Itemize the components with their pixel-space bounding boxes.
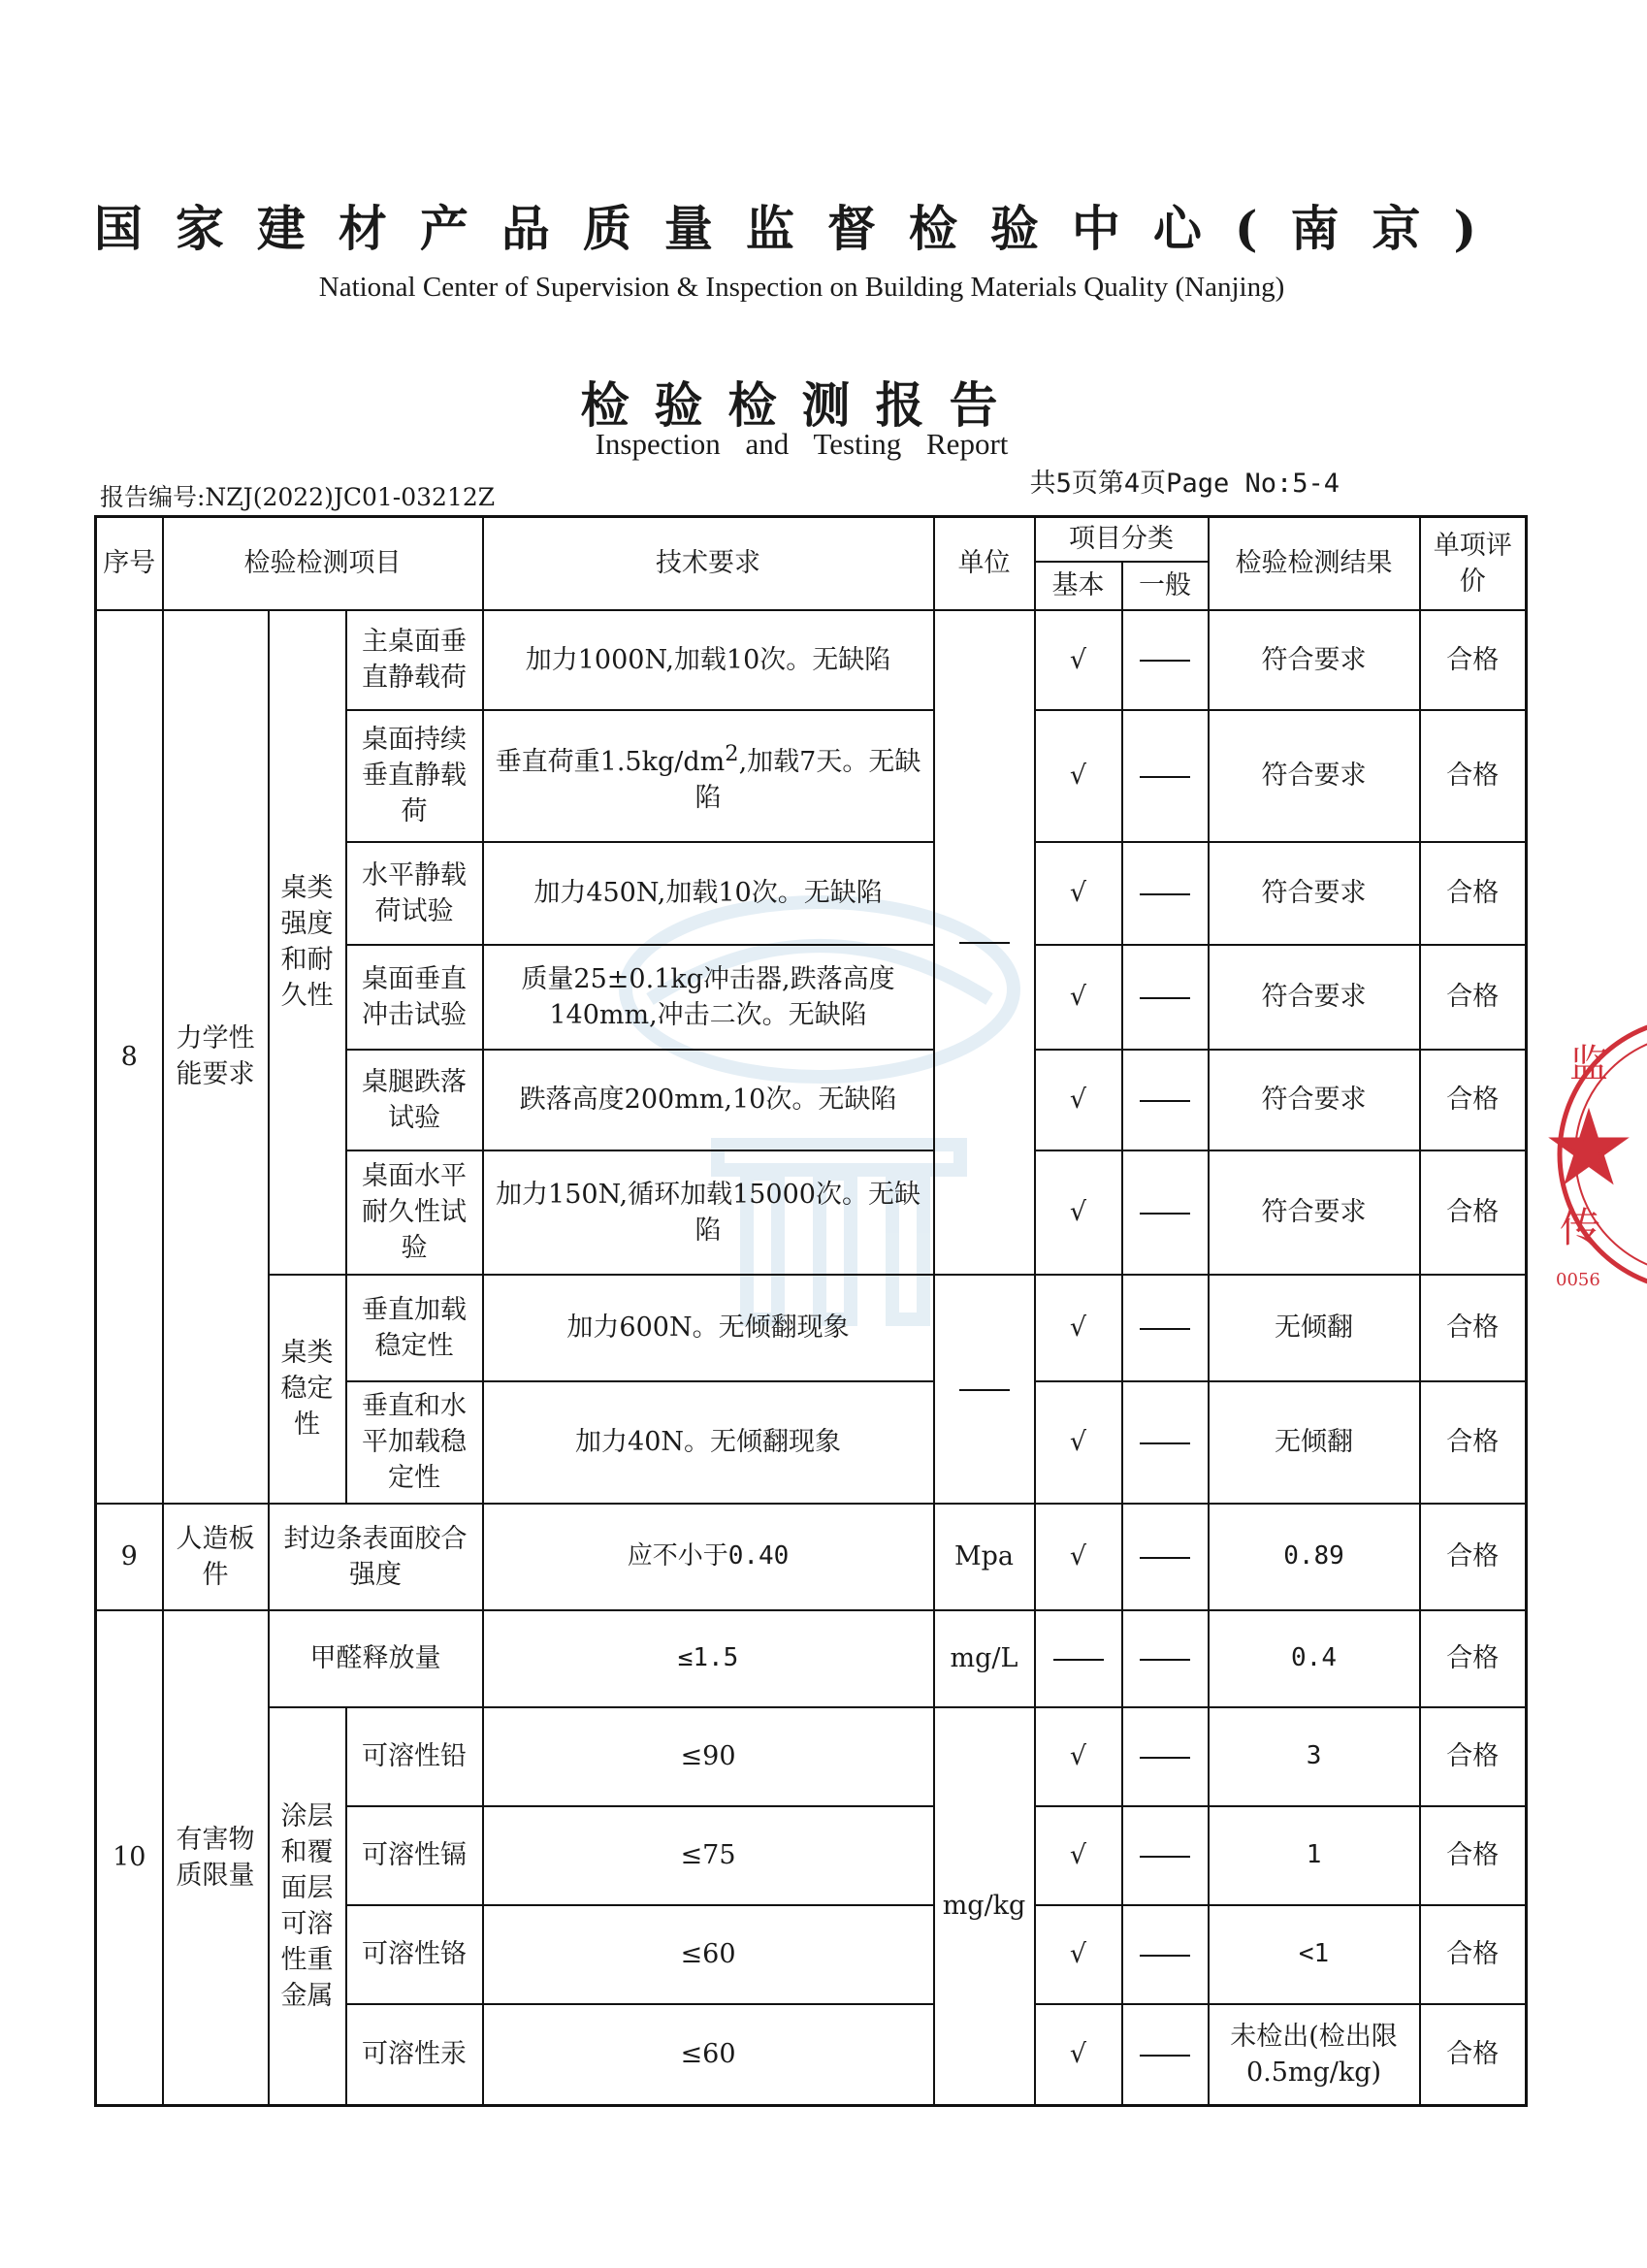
result-cell: 0.89 <box>1209 1504 1420 1610</box>
unit-cell-empty <box>934 610 1035 1275</box>
requirement-cell: ≤90 <box>483 1707 934 1806</box>
result-cell: 无倾翻 <box>1209 1275 1420 1381</box>
report-title-en: Inspection and Testing Report <box>595 427 1009 461</box>
requirement-cell: 质量25±0.1kg冲击器,跌落高度140mm,冲击二次。无缺陷 <box>483 945 934 1050</box>
result-cell: 符合要求 <box>1209 710 1420 842</box>
table-row <box>96 1707 1527 1806</box>
general-cell <box>1122 1050 1209 1150</box>
evaluation-cell: 合格 <box>1420 610 1527 710</box>
table-row <box>96 610 1527 710</box>
table-row <box>96 1610 1527 1707</box>
evaluation-cell: 合格 <box>1420 2004 1527 2106</box>
general-cell <box>1122 2004 1209 2106</box>
dash-icon <box>1140 776 1190 778</box>
subgroup-cell: 涂层和覆面层可溶性重金属 <box>269 1707 346 2106</box>
item-cell: 垂直加载稳定性 <box>346 1275 483 1381</box>
item-cell: 甲醛释放量 <box>269 1610 483 1707</box>
requirement-cell: 加力450N,加载10次。无缺陷 <box>483 842 934 945</box>
evaluation-cell: 合格 <box>1420 1504 1527 1610</box>
requirement-cell: 加力40N。无倾翻现象 <box>483 1381 934 1504</box>
header-general: 一般 <box>1122 562 1209 610</box>
result-cell: <1 <box>1209 1905 1420 2004</box>
dash-icon <box>1140 1955 1190 1957</box>
basic-cell: √ <box>1035 2004 1122 2106</box>
dash-icon <box>1140 1213 1190 1215</box>
general-cell <box>1122 1275 1209 1381</box>
result-cell: 符合要求 <box>1209 945 1420 1050</box>
requirement-text-tail: ,加载7天。无缺陷 <box>694 746 921 813</box>
requirement-text: 垂直荷重1.5kg/dm <box>495 746 726 777</box>
item-cell: 垂直和水平加载稳定性 <box>346 1381 483 1504</box>
evaluation-cell: 合格 <box>1420 945 1527 1050</box>
header-basic: 基本 <box>1035 562 1122 610</box>
evaluation-cell: 合格 <box>1420 1381 1527 1504</box>
general-cell <box>1122 1504 1209 1610</box>
report-title-cn: 检验检测报告 <box>580 376 1023 434</box>
item-cell: 可溶性铅 <box>346 1707 483 1806</box>
general-cell <box>1122 842 1209 945</box>
requirement-cell: ≤60 <box>483 1905 934 2004</box>
requirement-superscript: 2 <box>725 740 739 766</box>
general-cell <box>1122 1707 1209 1806</box>
basic-cell: √ <box>1035 842 1122 945</box>
evaluation-cell: 合格 <box>1420 1905 1527 2004</box>
result-cell: 符合要求 <box>1209 842 1420 945</box>
requirement-cell <box>483 710 934 842</box>
general-cell <box>1122 1905 1209 2004</box>
requirement-cell: 加力600N。无倾翻现象 <box>483 1275 934 1381</box>
evaluation-cell: 合格 <box>1420 1050 1527 1150</box>
result-cell: 符合要求 <box>1209 1050 1420 1150</box>
seal-text-2: 传 <box>1560 1204 1601 1251</box>
organization-name-en: National Center of Supervision & Inspection on Building Materials Quality (Nanjing) <box>318 272 1285 303</box>
dash-icon <box>1140 1856 1190 1858</box>
table-row <box>96 1504 1527 1610</box>
official-seal-icon <box>1550 1009 1647 1300</box>
item-cell: 可溶性镉 <box>346 1806 483 1905</box>
dash-icon <box>1140 660 1190 662</box>
basic-cell: √ <box>1035 710 1122 842</box>
general-cell <box>1122 710 1209 842</box>
requirement-cell: 应不小于0.40 <box>483 1504 934 1610</box>
dash-icon <box>959 942 1010 944</box>
item-cell: 可溶性汞 <box>346 2004 483 2106</box>
evaluation-cell: 合格 <box>1420 1610 1527 1707</box>
unit-cell: mg/kg <box>934 1707 1035 2106</box>
report-number: 报告编号:NZJ(2022)JC01-03212Z <box>100 483 496 511</box>
group-name-cell: 人造板件 <box>163 1504 269 1610</box>
header-result: 检验检测结果 <box>1209 517 1420 610</box>
unit-cell: mg/L <box>934 1610 1035 1707</box>
unit-cell: Mpa <box>934 1504 1035 1610</box>
requirement-cell: 加力1000N,加载10次。无缺陷 <box>483 610 934 710</box>
requirement-cell: ≤75 <box>483 1806 934 1905</box>
table-header-row <box>96 517 1527 562</box>
basic-cell: √ <box>1035 1275 1122 1381</box>
dash-icon <box>1140 1328 1190 1330</box>
basic-cell: √ <box>1035 1381 1122 1504</box>
general-cell <box>1122 610 1209 710</box>
item-cell: 桌腿跌落试验 <box>346 1050 483 1150</box>
item-cell: 主桌面垂直静载荷 <box>346 610 483 710</box>
header-evaluation: 单项评价 <box>1420 517 1527 610</box>
basic-cell-empty <box>1035 1610 1122 1707</box>
dash-icon <box>1140 1659 1190 1661</box>
seq-cell: 8 <box>96 610 163 1504</box>
page-info: 共5页第4页Page No:5-4 <box>1029 469 1340 499</box>
basic-cell: √ <box>1035 1050 1122 1150</box>
subgroup-cell: 桌类强度和耐久性 <box>269 610 346 1275</box>
basic-cell: √ <box>1035 610 1122 710</box>
requirement-cell: 加力150N,循环加载15000次。无缺陷 <box>483 1150 934 1275</box>
header-item: 检验检测项目 <box>163 517 483 610</box>
evaluation-cell: 合格 <box>1420 710 1527 842</box>
header-seq: 序号 <box>96 517 163 610</box>
dash-icon <box>1140 1757 1190 1759</box>
group-name-cell: 力学性能要求 <box>163 610 269 1504</box>
dash-icon <box>1140 1100 1190 1102</box>
item-cell: 水平静载荷试验 <box>346 842 483 945</box>
unit-cell-empty <box>934 1275 1035 1504</box>
basic-cell: √ <box>1035 1707 1122 1806</box>
item-cell: 桌面垂直冲击试验 <box>346 945 483 1050</box>
basic-cell: √ <box>1035 1504 1122 1610</box>
requirement-cell: 跌落高度200mm,10次。无缺陷 <box>483 1050 934 1150</box>
basic-cell: √ <box>1035 945 1122 1050</box>
seq-cell: 10 <box>96 1610 163 2106</box>
basic-cell: √ <box>1035 1150 1122 1275</box>
result-cell: 符合要求 <box>1209 610 1420 710</box>
item-cell: 桌面持续垂直静载荷 <box>346 710 483 842</box>
result-cell: 无倾翻 <box>1209 1381 1420 1504</box>
header-category: 项目分类 <box>1035 517 1209 562</box>
item-cell: 桌面水平耐久性试验 <box>346 1150 483 1275</box>
dash-icon <box>1140 1557 1190 1559</box>
table-row <box>96 1275 1527 1381</box>
subgroup-cell: 桌类稳定性 <box>269 1275 346 1504</box>
dash-icon <box>959 1389 1010 1391</box>
seal-text-1: 监 <box>1569 1042 1608 1086</box>
result-cell: 3 <box>1209 1707 1420 1806</box>
group-name-cell: 有害物质限量 <box>163 1610 269 2106</box>
header-requirement: 技术要求 <box>483 517 934 610</box>
general-cell <box>1122 1381 1209 1504</box>
header-unit: 单位 <box>934 517 1035 610</box>
dash-icon <box>1140 997 1190 999</box>
seq-cell: 9 <box>96 1504 163 1610</box>
requirement-cell: ≤60 <box>483 2004 934 2106</box>
dash-icon <box>1140 2055 1190 2057</box>
general-cell <box>1122 1150 1209 1275</box>
result-cell: 未检出(检出限0.5mg/kg) <box>1209 2004 1420 2106</box>
inspection-results-table <box>94 515 1528 2107</box>
general-cell <box>1122 945 1209 1050</box>
evaluation-cell: 合格 <box>1420 842 1527 945</box>
basic-cell: √ <box>1035 1806 1122 1905</box>
result-cell: 1 <box>1209 1806 1420 1905</box>
evaluation-cell: 合格 <box>1420 1707 1527 1806</box>
basic-cell: √ <box>1035 1905 1122 2004</box>
dash-icon <box>1140 893 1190 895</box>
seal-text-3: 0056 <box>1556 1270 1600 1290</box>
result-cell: 符合要求 <box>1209 1150 1420 1275</box>
general-cell <box>1122 1610 1209 1707</box>
general-cell <box>1122 1806 1209 1905</box>
dash-icon <box>1140 1442 1190 1444</box>
item-cell: 可溶性铬 <box>346 1905 483 2004</box>
item-cell: 封边条表面胶合强度 <box>269 1504 483 1610</box>
dash-icon <box>1053 1659 1104 1661</box>
evaluation-cell: 合格 <box>1420 1806 1527 1905</box>
evaluation-cell: 合格 <box>1420 1150 1527 1275</box>
evaluation-cell: 合格 <box>1420 1275 1527 1381</box>
result-cell: 0.4 <box>1209 1610 1420 1707</box>
organization-name-cn: 国家建材产品质量监督检验中心(南京) <box>93 200 1510 257</box>
requirement-cell: ≤1.5 <box>483 1610 934 1707</box>
